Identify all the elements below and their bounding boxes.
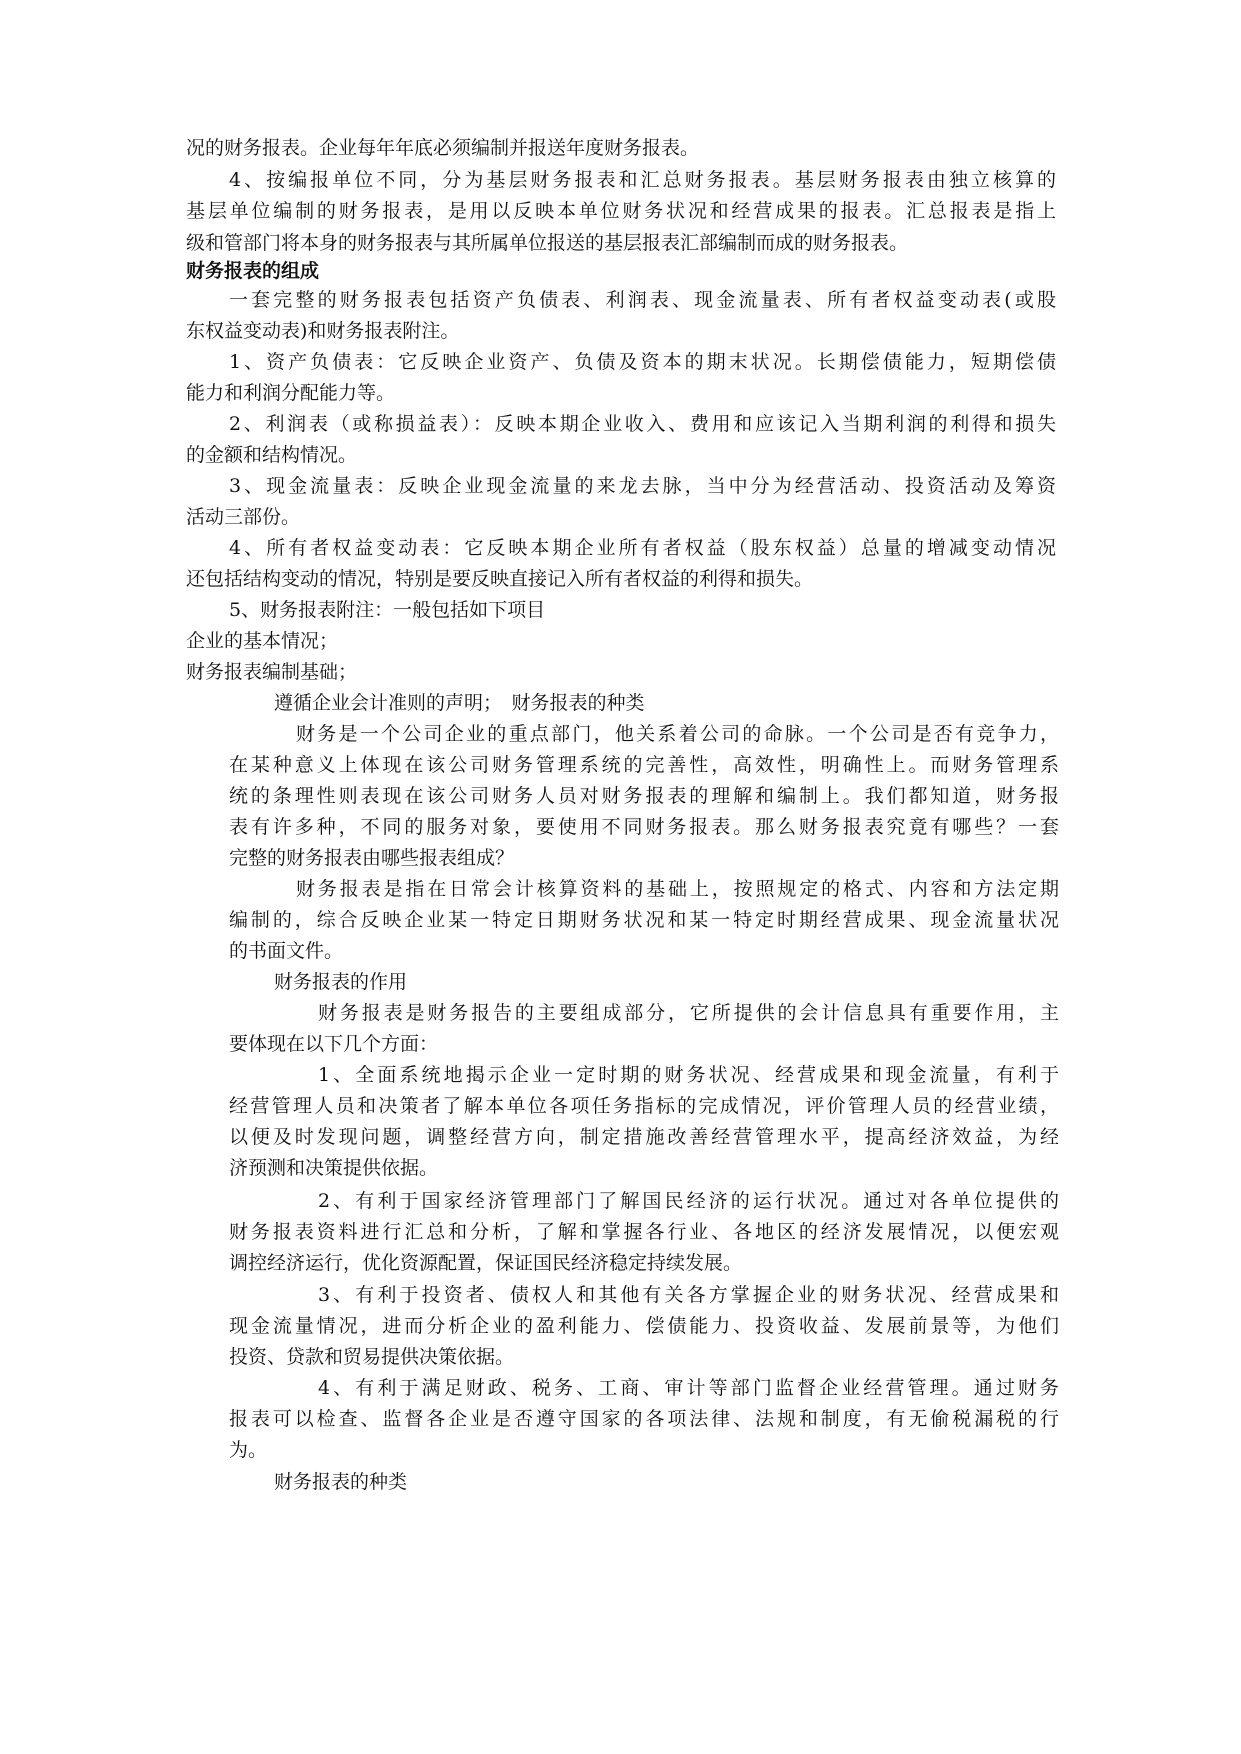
text-line: 投资、贷款和贸易提供决策依据。: [229, 1346, 515, 1368]
text-line: 2、利润表（或称损益表）：反映本期企业收入、费用和应该记入当期利润的利得和损失: [229, 413, 1056, 435]
text-line: 的书面文件。: [229, 940, 344, 962]
text-line: 要体现在以下几个方面：: [229, 1033, 439, 1055]
text-line: 3、现金流量表：反映企业现金流量的来龙去脉，当中分为经营活动、投资活动及筹资: [229, 475, 1056, 497]
text-line: 级和管部门将本身的财务报表与其所属单位报送的基层报表汇部编制而成的财务报表。: [186, 232, 909, 254]
text-line: 在某种意义上体现在该公司财务管理系统的完善性，高效性，明确性上。而财务管理系: [229, 754, 1059, 776]
subheading: 财务报表的种类: [274, 1471, 408, 1493]
text-line: 调控经济运行，优化资源配置，保证国民经济稳定持续发展。: [229, 1252, 743, 1274]
text-line: 4、有利于满足财政、税务、工商、审计等部门监督企业经营管理。通过财务: [318, 1377, 1059, 1399]
text-line: 表有许多种，不同的服务对象，要使用不同财务报表。那么财务报表究竟有哪些？一套: [229, 816, 1059, 838]
text-line: 企业的基本情况；: [186, 630, 339, 652]
text-line: 财务报表是指在日常会计核算资料的基础上，按照规定的格式、内容和方法定期: [296, 878, 1059, 900]
text-line: 3、有利于投资者、债权人和其他有关各方掌握企业的财务状况、经营成果和: [318, 1284, 1059, 1306]
text-line: 财务报表编制基础；: [186, 661, 358, 683]
text-line: 财务是一个公司企业的重点部门，他关系着公司的命脉。一个公司是否有竞争力，: [296, 723, 1059, 745]
text-line: 能力和利润分配能力等。: [186, 382, 396, 404]
text-line: 东权益变动表)和财务报表附注。: [186, 320, 460, 342]
text-line: 财务报表是财务报告的主要组成部分，它所提供的会计信息具有重要作用，主: [318, 1002, 1059, 1024]
section-heading: 财务报表的组成: [186, 260, 320, 282]
text-line: 完整的财务报表由哪些报表组成？: [229, 847, 515, 869]
text-line: 遵循企业会计准则的声明； 财务报表的种类: [274, 692, 645, 714]
text-line: 的金额和结构情况。: [186, 444, 358, 466]
text-line: 现金流量情况，进而分析企业的盈利能力、偿债能力、投资收益、发展前景等，为他们: [229, 1315, 1059, 1337]
text-line: 报表可以检查、监督各企业是否遵守国家的各项法律、法规和制度，有无偷税漏税的行: [229, 1408, 1059, 1430]
text-line: 5、财务报表附注：一般包括如下项目: [229, 599, 546, 621]
text-line: 财务报表资料进行汇总和分析，了解和掌握各行业、各地区的经济发展情况，以便宏观: [229, 1221, 1059, 1243]
text-line: 况的财务报表。企业每年年底必须编制并报送年度财务报表。: [186, 137, 700, 159]
text-line: 统的条理性则表现在该公司财务人员对财务报表的理解和编制上。我们都知道，财务报: [229, 785, 1059, 807]
text-line: 以便及时发现问题，调整经营方向，制定措施改善经营管理水平，提高经济效益，为经: [229, 1126, 1059, 1148]
text-line: 基层单位编制的财务报表，是用以反映本单位财务状况和经营成果的报表。汇总报表是指上: [186, 200, 1056, 222]
text-line: 1、资产负债表：它反映企业资产、负债及资本的期末状况。长期偿债能力，短期偿债: [229, 351, 1056, 373]
text-line: 编制的，综合反映企业某一特定日期财务状况和某一特定时期经营成果、现金流量状况: [229, 909, 1059, 931]
text-line: 活动三部份。: [186, 506, 301, 528]
subheading: 财务报表的作用: [274, 971, 408, 993]
text-line: 4、所有者权益变动表：它反映本期企业所有者权益（股东权益）总量的增减变动情况: [229, 537, 1056, 559]
text-line: 经营管理人员和决策者了解本单位各项任务指标的完成情况，评价管理人员的经营业绩，: [229, 1095, 1059, 1117]
text-line: 一套完整的财务报表包括资产负债表、利润表、现金流量表、所有者权益变动表(或股: [229, 289, 1056, 311]
text-line: 还包括结构变动的情况，特别是要反映直接记入所有者权益的利得和损失。: [186, 568, 814, 590]
text-line: 4、按编报单位不同，分为基层财务报表和汇总财务报表。基层财务报表由独立核算的: [229, 169, 1056, 191]
text-line: 2、有利于国家经济管理部门了解国民经济的运行状况。通过对各单位提供的: [318, 1190, 1059, 1212]
text-line: 济预测和决策提供依据。: [229, 1157, 439, 1179]
text-line: 1、全面系统地揭示企业一定时期的财务状况、经营成果和现金流量，有利于: [318, 1064, 1059, 1086]
text-line: 为。: [229, 1439, 268, 1461]
